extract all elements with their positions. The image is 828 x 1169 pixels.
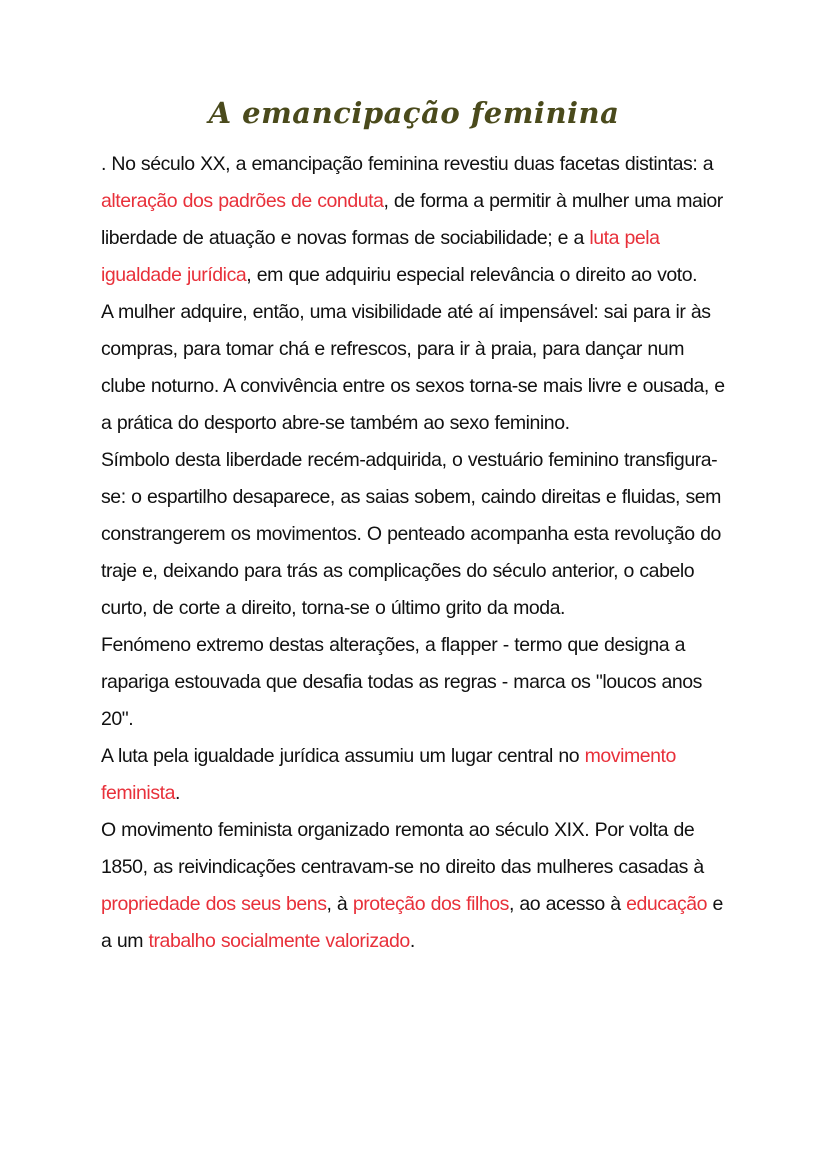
paragraph bbox=[101, 627, 733, 738]
text-run: A luta pela igualdade jurídica assumiu um lugar central no bbox=[101, 745, 585, 767]
text-run: . bbox=[409, 930, 415, 952]
highlighted-phrase: propriedade dos seus bens bbox=[101, 893, 327, 915]
highlighted-phrase: trabalho socialmente valorizado bbox=[148, 930, 410, 952]
text-run: , à bbox=[326, 893, 353, 915]
paragraph bbox=[101, 812, 733, 960]
text-run: e a um bbox=[101, 893, 723, 952]
highlighted-phrase: movimento feminista bbox=[101, 745, 676, 804]
paragraph bbox=[101, 146, 733, 294]
highlighted-phrase: educação bbox=[626, 893, 708, 915]
text-run: O movimento feminista organizado remonta ao século XIX. Por volta de 1850, as reivindicações centravam-se no direito das mulheres casadas à bbox=[101, 819, 704, 878]
text-run: A mulher adquire, então, uma visibilidade até aí impensável: sai para ir às compras, para tomar chá e refrescos, para ir à praia, para dançar num clube noturno. A convivência entre os sexos torna-se mais livre e ousada, e a prática do desporto abre-se também ao sexo feminino. bbox=[101, 301, 725, 434]
text-run: , em que adquiriu especial relevância o direito ao voto. bbox=[246, 264, 698, 286]
paragraph bbox=[101, 738, 733, 812]
document-body bbox=[101, 146, 733, 960]
text-run: . bbox=[174, 782, 180, 804]
text-run: , ao acesso à bbox=[508, 893, 627, 915]
text-run: Símbolo desta liberdade recém-adquirida, o vestuário feminino transfigura-se: o espartilho desaparece, as saias sobem, caindo direitas e fluidas, sem constrangerem os movimentos. O penteado acompanha esta revolução do traje e, deixando para trás as complicações do século anterior, o cabelo curto, de corte a direito, torna-se o último grito da moda. bbox=[101, 449, 721, 619]
paragraph bbox=[101, 442, 733, 627]
paragraph bbox=[101, 294, 733, 442]
page-title: A emancipação feminina bbox=[208, 96, 620, 130]
highlighted-phrase: luta pela igualdade jurídica bbox=[101, 227, 660, 286]
text-run: Fenómeno extremo destas alterações, a flapper - termo que designa a rapariga estouvada que desafia todas as regras - marca os "loucos anos 20". bbox=[101, 634, 702, 730]
highlighted-phrase: proteção dos filhos bbox=[352, 893, 509, 915]
highlighted-phrase: alteração dos padrões de conduta bbox=[101, 190, 384, 212]
text-run: . No século XX, a emancipação feminina revestiu duas facetas distintas: a bbox=[101, 153, 714, 175]
text-run: , de forma a permitir à mulher uma maior liberdade de atuação e novas formas de sociabilidade; e a bbox=[101, 190, 723, 249]
